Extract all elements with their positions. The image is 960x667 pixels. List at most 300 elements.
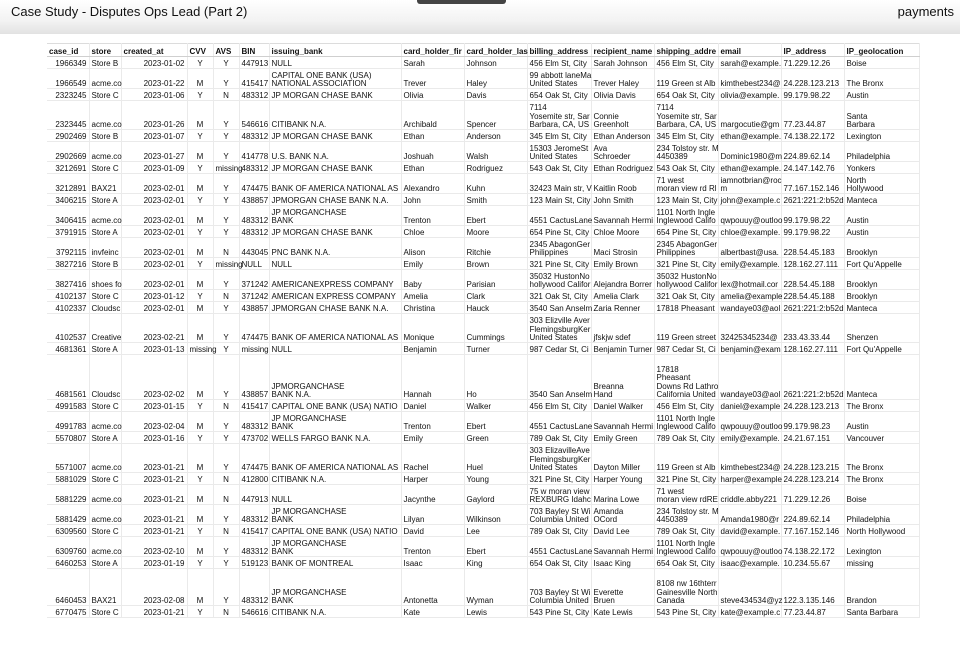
table-cell[interactable] bbox=[121, 89, 187, 101]
table-cell[interactable] bbox=[269, 505, 401, 525]
table-cell[interactable] bbox=[187, 238, 213, 258]
table-row[interactable] bbox=[47, 505, 919, 525]
table-cell[interactable] bbox=[464, 101, 527, 130]
table-cell[interactable] bbox=[781, 557, 844, 569]
table-cell[interactable] bbox=[187, 142, 213, 162]
table-row[interactable] bbox=[47, 226, 919, 238]
table-cell[interactable] bbox=[718, 473, 781, 485]
table-cell[interactable] bbox=[239, 69, 269, 89]
table-cell[interactable] bbox=[654, 206, 718, 226]
table-cell[interactable] bbox=[213, 174, 239, 194]
table-cell[interactable] bbox=[121, 569, 187, 606]
table-cell[interactable] bbox=[213, 130, 239, 142]
table-cell[interactable] bbox=[654, 432, 718, 444]
table-cell[interactable] bbox=[844, 290, 919, 302]
table-cell[interactable] bbox=[464, 162, 527, 174]
table-cell[interactable] bbox=[464, 314, 527, 343]
table-cell[interactable] bbox=[464, 355, 527, 400]
table-cell[interactable] bbox=[781, 162, 844, 174]
table-cell[interactable] bbox=[187, 400, 213, 412]
table-cell[interactable] bbox=[401, 162, 464, 174]
table-row[interactable] bbox=[47, 444, 919, 473]
table-cell[interactable] bbox=[89, 606, 121, 618]
table-cell[interactable] bbox=[527, 130, 591, 142]
table-cell[interactable] bbox=[718, 444, 781, 473]
table-cell[interactable] bbox=[213, 557, 239, 569]
table-cell[interactable] bbox=[654, 238, 718, 258]
table-cell[interactable] bbox=[269, 569, 401, 606]
table-cell[interactable] bbox=[844, 400, 919, 412]
table-cell[interactable] bbox=[781, 569, 844, 606]
table-cell[interactable] bbox=[269, 290, 401, 302]
table-cell[interactable] bbox=[121, 537, 187, 557]
table-cell[interactable] bbox=[654, 606, 718, 618]
table-cell[interactable] bbox=[718, 162, 781, 174]
table-cell[interactable] bbox=[121, 130, 187, 142]
table-cell[interactable] bbox=[121, 162, 187, 174]
table-cell[interactable] bbox=[89, 238, 121, 258]
table-cell[interactable] bbox=[527, 473, 591, 485]
table-cell[interactable] bbox=[844, 69, 919, 89]
table-cell[interactable] bbox=[591, 290, 654, 302]
table-cell[interactable] bbox=[121, 290, 187, 302]
table-cell[interactable] bbox=[527, 142, 591, 162]
table-cell[interactable] bbox=[464, 432, 527, 444]
column-header[interactable]: IP_geolocation bbox=[844, 44, 919, 57]
table-row[interactable] bbox=[47, 130, 919, 142]
table-cell[interactable] bbox=[269, 238, 401, 258]
table-cell[interactable] bbox=[401, 557, 464, 569]
table-cell[interactable] bbox=[527, 525, 591, 537]
table-row[interactable] bbox=[47, 206, 919, 226]
table-cell[interactable] bbox=[654, 69, 718, 89]
table-cell[interactable] bbox=[187, 444, 213, 473]
table-cell[interactable] bbox=[187, 343, 217, 355]
table-cell[interactable] bbox=[464, 302, 527, 314]
table-cell[interactable] bbox=[239, 343, 269, 355]
table-cell[interactable] bbox=[401, 69, 464, 89]
table-cell[interactable] bbox=[654, 162, 718, 174]
table-cell[interactable] bbox=[187, 206, 213, 226]
table-cell[interactable] bbox=[654, 174, 718, 194]
column-header[interactable]: email bbox=[718, 44, 781, 57]
table-cell[interactable] bbox=[527, 101, 591, 130]
table-cell[interactable] bbox=[239, 412, 269, 432]
table-cell[interactable] bbox=[718, 412, 781, 432]
table-cell[interactable] bbox=[591, 206, 654, 226]
table-cell[interactable] bbox=[269, 206, 401, 226]
table-cell[interactable] bbox=[654, 194, 718, 206]
table-cell[interactable] bbox=[781, 69, 844, 89]
table-cell[interactable] bbox=[269, 258, 401, 270]
table-cell[interactable] bbox=[718, 258, 781, 270]
table-cell[interactable] bbox=[718, 270, 781, 290]
table-cell[interactable] bbox=[269, 400, 401, 412]
table-cell[interactable] bbox=[654, 142, 718, 162]
table-cell[interactable] bbox=[401, 473, 464, 485]
table-cell[interactable] bbox=[213, 69, 239, 89]
table-cell[interactable] bbox=[718, 557, 781, 569]
table-cell[interactable] bbox=[47, 270, 89, 290]
table-cell[interactable] bbox=[781, 485, 844, 505]
table-cell[interactable] bbox=[213, 270, 239, 290]
table-cell[interactable] bbox=[527, 505, 591, 525]
table-cell[interactable] bbox=[464, 142, 527, 162]
table-cell[interactable] bbox=[187, 557, 213, 569]
column-header[interactable]: recipient_name bbox=[591, 44, 654, 57]
table-row[interactable] bbox=[47, 89, 919, 101]
table-cell[interactable] bbox=[239, 314, 269, 343]
table-cell[interactable] bbox=[718, 142, 781, 162]
table-cell[interactable] bbox=[527, 258, 591, 270]
table-cell[interactable] bbox=[47, 101, 89, 130]
table-cell[interactable] bbox=[269, 89, 401, 101]
table-cell[interactable] bbox=[47, 606, 89, 618]
table-cell[interactable] bbox=[47, 174, 89, 194]
table-cell[interactable] bbox=[654, 400, 718, 412]
table-cell[interactable] bbox=[121, 226, 187, 238]
table-row[interactable] bbox=[47, 569, 919, 606]
table-cell[interactable] bbox=[464, 69, 527, 89]
table-cell[interactable] bbox=[89, 174, 121, 194]
table-row[interactable] bbox=[47, 174, 919, 194]
table-cell[interactable] bbox=[464, 473, 527, 485]
table-cell[interactable] bbox=[844, 505, 919, 525]
table-cell[interactable] bbox=[654, 302, 718, 314]
table-cell[interactable] bbox=[47, 355, 89, 400]
table-cell[interactable] bbox=[89, 206, 121, 226]
table-cell[interactable] bbox=[187, 69, 213, 89]
table-cell[interactable] bbox=[591, 57, 654, 69]
table-cell[interactable] bbox=[213, 444, 239, 473]
table-cell[interactable] bbox=[527, 343, 591, 355]
table-cell[interactable] bbox=[239, 302, 269, 314]
table-cell[interactable] bbox=[718, 69, 781, 89]
column-header[interactable]: store bbox=[89, 44, 121, 57]
table-cell[interactable] bbox=[239, 206, 269, 226]
table-cell[interactable] bbox=[654, 473, 718, 485]
table-cell[interactable] bbox=[464, 537, 527, 557]
table-cell[interactable] bbox=[269, 412, 401, 432]
table-cell[interactable] bbox=[718, 314, 781, 343]
table-cell[interactable] bbox=[591, 314, 654, 343]
table-cell[interactable] bbox=[187, 57, 213, 69]
table-cell[interactable] bbox=[654, 444, 718, 473]
table-cell[interactable] bbox=[89, 557, 121, 569]
table-cell[interactable] bbox=[89, 444, 121, 473]
table-cell[interactable] bbox=[121, 400, 187, 412]
column-header[interactable]: CVV bbox=[187, 44, 213, 57]
table-cell[interactable] bbox=[401, 606, 464, 618]
table-cell[interactable] bbox=[401, 412, 464, 432]
table-cell[interactable] bbox=[654, 505, 718, 525]
table-cell[interactable] bbox=[464, 130, 527, 142]
table-cell[interactable] bbox=[121, 258, 187, 270]
table-cell[interactable] bbox=[121, 302, 187, 314]
table-cell[interactable] bbox=[47, 89, 89, 101]
table-cell[interactable] bbox=[47, 258, 89, 270]
table-cell[interactable] bbox=[47, 130, 89, 142]
table-row[interactable] bbox=[47, 400, 919, 412]
table-cell[interactable] bbox=[718, 290, 781, 302]
table-cell[interactable] bbox=[527, 355, 591, 400]
table-cell[interactable] bbox=[401, 302, 464, 314]
table-cell[interactable] bbox=[269, 57, 401, 69]
column-header[interactable]: billing_address bbox=[527, 44, 591, 57]
table-cell[interactable] bbox=[591, 400, 654, 412]
table-cell[interactable] bbox=[213, 355, 239, 400]
table-cell[interactable] bbox=[213, 412, 239, 432]
table-cell[interactable] bbox=[591, 505, 654, 525]
table-cell[interactable] bbox=[213, 525, 239, 537]
table-cell[interactable] bbox=[718, 174, 781, 194]
table-cell[interactable] bbox=[781, 432, 844, 444]
table-cell[interactable] bbox=[781, 57, 844, 69]
table-cell[interactable] bbox=[527, 314, 591, 343]
table-cell[interactable] bbox=[239, 174, 269, 194]
table-cell[interactable] bbox=[844, 314, 919, 343]
table-cell[interactable] bbox=[47, 444, 89, 473]
table-cell[interactable] bbox=[89, 258, 121, 270]
table-cell[interactable] bbox=[187, 432, 213, 444]
table-cell[interactable] bbox=[47, 226, 89, 238]
table-cell[interactable] bbox=[781, 238, 844, 258]
table-cell[interactable] bbox=[213, 302, 239, 314]
table-cell[interactable] bbox=[781, 302, 844, 314]
table-cell[interactable] bbox=[654, 343, 718, 355]
table-cell[interactable] bbox=[187, 412, 213, 432]
table-cell[interactable] bbox=[527, 69, 591, 89]
table-cell[interactable] bbox=[591, 557, 654, 569]
table-cell[interactable] bbox=[239, 569, 269, 606]
table-cell[interactable] bbox=[213, 89, 239, 101]
table-cell[interactable] bbox=[654, 226, 718, 238]
table-cell[interactable] bbox=[47, 238, 89, 258]
table-cell[interactable] bbox=[844, 258, 919, 270]
table-cell[interactable] bbox=[401, 130, 464, 142]
table-cell[interactable] bbox=[527, 485, 591, 505]
table-cell[interactable] bbox=[239, 258, 269, 270]
table-cell[interactable] bbox=[781, 505, 844, 525]
table-cell[interactable] bbox=[781, 258, 844, 270]
table-cell[interactable] bbox=[718, 606, 781, 618]
table-cell[interactable] bbox=[591, 343, 654, 355]
table-cell[interactable] bbox=[239, 355, 269, 400]
table-cell[interactable] bbox=[401, 525, 464, 537]
table-cell[interactable] bbox=[718, 537, 781, 557]
table-row[interactable] bbox=[47, 473, 919, 485]
table-cell[interactable] bbox=[527, 302, 591, 314]
table-cell[interactable] bbox=[187, 606, 213, 618]
table-cell[interactable] bbox=[527, 537, 591, 557]
table-cell[interactable] bbox=[718, 343, 781, 355]
table-cell[interactable] bbox=[187, 258, 213, 270]
table-row[interactable] bbox=[47, 432, 919, 444]
table-cell[interactable] bbox=[187, 569, 213, 606]
table-cell[interactable] bbox=[187, 270, 213, 290]
table-cell[interactable] bbox=[47, 557, 89, 569]
table-cell[interactable] bbox=[187, 537, 213, 557]
table-cell[interactable] bbox=[89, 89, 121, 101]
table-row[interactable] bbox=[47, 290, 919, 302]
table-cell[interactable] bbox=[239, 485, 269, 505]
table-cell[interactable] bbox=[121, 57, 187, 69]
table-cell[interactable] bbox=[213, 226, 239, 238]
table-cell[interactable] bbox=[121, 142, 187, 162]
table-cell[interactable] bbox=[89, 537, 121, 557]
table-cell[interactable] bbox=[89, 355, 121, 400]
table-cell[interactable] bbox=[89, 270, 121, 290]
table-cell[interactable] bbox=[269, 226, 401, 238]
table-cell[interactable] bbox=[121, 432, 187, 444]
table-cell[interactable] bbox=[47, 505, 89, 525]
table-cell[interactable] bbox=[654, 57, 718, 69]
table-cell[interactable] bbox=[269, 142, 401, 162]
table-cell[interactable] bbox=[187, 355, 213, 400]
table-cell[interactable] bbox=[187, 314, 213, 343]
table-cell[interactable] bbox=[591, 432, 654, 444]
table-cell[interactable] bbox=[239, 557, 269, 569]
table-row[interactable] bbox=[47, 302, 919, 314]
table-cell[interactable] bbox=[187, 290, 213, 302]
table-cell[interactable] bbox=[269, 130, 401, 142]
table-cell[interactable] bbox=[654, 569, 718, 606]
table-cell[interactable] bbox=[844, 485, 919, 505]
table-cell[interactable] bbox=[591, 130, 654, 142]
table-cell[interactable] bbox=[121, 238, 187, 258]
table-cell[interactable] bbox=[239, 505, 269, 525]
table-cell[interactable] bbox=[239, 473, 269, 485]
table-cell[interactable] bbox=[527, 557, 591, 569]
table-cell[interactable] bbox=[844, 606, 919, 618]
column-header[interactable]: created_at bbox=[121, 44, 187, 57]
table-cell[interactable] bbox=[239, 525, 269, 537]
table-cell[interactable] bbox=[718, 400, 781, 412]
table-cell[interactable] bbox=[591, 444, 654, 473]
table-cell[interactable] bbox=[187, 194, 213, 206]
table-cell[interactable] bbox=[591, 162, 654, 174]
table-cell[interactable] bbox=[844, 569, 919, 606]
table-cell[interactable] bbox=[591, 569, 654, 606]
table-cell[interactable] bbox=[213, 57, 239, 69]
table-cell[interactable] bbox=[47, 400, 89, 412]
table-cell[interactable] bbox=[89, 101, 121, 130]
table-row[interactable] bbox=[47, 57, 919, 69]
table-cell[interactable] bbox=[89, 57, 121, 69]
table-row[interactable] bbox=[47, 270, 919, 290]
table-cell[interactable] bbox=[464, 485, 527, 505]
table-cell[interactable] bbox=[591, 355, 654, 400]
table-cell[interactable] bbox=[654, 258, 718, 270]
table-cell[interactable] bbox=[781, 343, 844, 355]
table-cell[interactable] bbox=[844, 226, 919, 238]
table-cell[interactable] bbox=[781, 314, 844, 343]
table-cell[interactable] bbox=[47, 162, 89, 174]
table-cell[interactable] bbox=[781, 174, 844, 194]
table-cell[interactable] bbox=[781, 444, 844, 473]
table-cell[interactable] bbox=[654, 537, 718, 557]
table-cell[interactable] bbox=[654, 485, 718, 505]
table-cell[interactable] bbox=[239, 101, 269, 130]
table-cell[interactable] bbox=[89, 569, 121, 606]
table-cell[interactable] bbox=[121, 505, 187, 525]
table-cell[interactable] bbox=[781, 355, 844, 400]
table-cell[interactable] bbox=[464, 174, 527, 194]
table-cell[interactable] bbox=[401, 569, 464, 606]
table-cell[interactable] bbox=[269, 485, 401, 505]
table-cell[interactable] bbox=[781, 89, 844, 101]
table-cell[interactable] bbox=[527, 238, 591, 258]
column-header[interactable]: case_id bbox=[47, 44, 89, 57]
table-cell[interactable] bbox=[121, 174, 187, 194]
table-cell[interactable] bbox=[654, 130, 718, 142]
table-cell[interactable] bbox=[239, 606, 269, 618]
table-cell[interactable] bbox=[844, 101, 919, 130]
table-cell[interactable] bbox=[239, 194, 269, 206]
table-cell[interactable] bbox=[464, 569, 527, 606]
table-cell[interactable] bbox=[527, 89, 591, 101]
table-row[interactable] bbox=[47, 142, 919, 162]
table-cell[interactable] bbox=[213, 505, 239, 525]
table-cell[interactable] bbox=[527, 412, 591, 432]
table-cell[interactable] bbox=[47, 302, 89, 314]
table-cell[interactable] bbox=[654, 290, 718, 302]
table-cell[interactable] bbox=[654, 101, 718, 130]
table-row[interactable] bbox=[47, 355, 919, 400]
table-cell[interactable] bbox=[718, 355, 781, 400]
table-cell[interactable] bbox=[654, 89, 718, 101]
table-cell[interactable] bbox=[401, 432, 464, 444]
table-row[interactable] bbox=[47, 162, 919, 174]
table-cell[interactable] bbox=[464, 412, 527, 432]
column-header[interactable]: card_holder_las bbox=[464, 44, 527, 57]
table-cell[interactable] bbox=[844, 57, 919, 69]
table-cell[interactable] bbox=[527, 174, 591, 194]
table-cell[interactable] bbox=[844, 142, 919, 162]
table-row[interactable] bbox=[47, 343, 919, 355]
table-cell[interactable] bbox=[213, 194, 239, 206]
table-cell[interactable] bbox=[239, 444, 269, 473]
table-cell[interactable] bbox=[89, 314, 121, 343]
table-cell[interactable] bbox=[213, 537, 239, 557]
column-header[interactable]: card_holder_fir bbox=[401, 44, 464, 57]
table-cell[interactable] bbox=[527, 162, 591, 174]
table-cell[interactable] bbox=[121, 206, 187, 226]
table-cell[interactable] bbox=[401, 194, 464, 206]
table-cell[interactable] bbox=[464, 57, 527, 69]
table-cell[interactable] bbox=[401, 101, 464, 130]
table-cell[interactable] bbox=[89, 412, 121, 432]
table-cell[interactable] bbox=[187, 505, 213, 525]
table-cell[interactable] bbox=[844, 343, 919, 355]
column-header[interactable]: AVS bbox=[213, 44, 239, 57]
table-cell[interactable] bbox=[781, 130, 844, 142]
table-cell[interactable] bbox=[718, 485, 781, 505]
table-cell[interactable] bbox=[527, 400, 591, 412]
table-cell[interactable] bbox=[213, 473, 239, 485]
table-row[interactable] bbox=[47, 258, 919, 270]
table-cell[interactable] bbox=[269, 314, 401, 343]
table-cell[interactable] bbox=[718, 238, 781, 258]
table-cell[interactable] bbox=[844, 194, 919, 206]
table-cell[interactable] bbox=[187, 473, 213, 485]
table-cell[interactable] bbox=[213, 238, 239, 258]
table-cell[interactable] bbox=[187, 174, 213, 194]
table-cell[interactable] bbox=[591, 412, 654, 432]
table-cell[interactable] bbox=[591, 485, 654, 505]
table-cell[interactable] bbox=[47, 525, 89, 537]
table-cell[interactable] bbox=[121, 606, 187, 618]
